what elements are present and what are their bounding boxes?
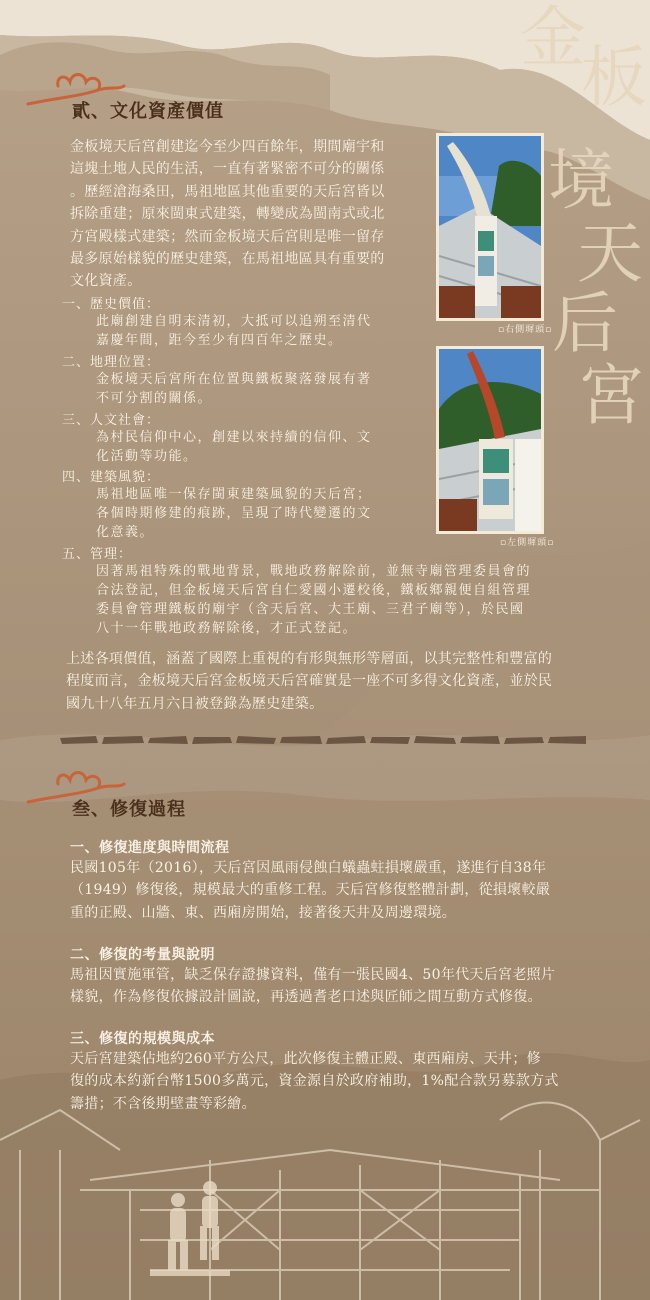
text-line: 委員會管理鐵板的廟宇（含天后宮、大王廟、三君子廟等），於民國 [96, 602, 525, 617]
subsection-heading: 一、修復進度與時間流程 [70, 840, 230, 856]
text-line: 化活動等功能。 [96, 449, 198, 464]
subsection-heading: 三、修復的規模與成本 [70, 1031, 215, 1047]
text-line: 天后宮建築佔地約260平方公尺，此次修復主體正殿、東西廂房、天井；修 [70, 1051, 541, 1067]
subsection-body [70, 1048, 610, 1115]
value-item-body [96, 370, 372, 408]
text-line: 各個時期修建的痕跡，呈現了時代變遷的文 [96, 506, 372, 521]
value-item-heading: 三、人文社會： [62, 413, 161, 428]
value-item-heading: 一、歷史價值： [62, 297, 161, 312]
photo-left-pillar [436, 346, 544, 534]
title-char: 金 [520, 0, 586, 76]
text-line: 因著馬祖特殊的戰地背景，戰地政務解除前，並無寺廟管理委員會的 [96, 564, 532, 579]
text-line: 此廟創建自明末清初，大抵可以追朔至清代 [96, 314, 372, 329]
title-char: 板 [581, 39, 647, 116]
photo-right-pillar [436, 133, 544, 321]
title-char: 宮 [578, 357, 644, 434]
text-line: 重的正殿、山牆、東、西廂房開始，接著後天井及周邊環境。 [70, 904, 457, 921]
subsection-body [70, 857, 610, 924]
text-line: 為村民信仰中心，創建以來持續的信仰、文 [96, 430, 372, 445]
text-line: 國九十八年五月六日被登錄為歷史建築。 [66, 695, 324, 712]
text-line: 籌措；不含後期壁畫等彩繪。 [70, 1095, 256, 1112]
text-line: 嘉慶年間，距今至少有四百年之歷史。 [96, 333, 343, 348]
text-line: 不可分割的關係。 [96, 391, 213, 406]
value-item-body [96, 485, 372, 542]
value-item-heading: 二、地理位置： [62, 355, 161, 370]
subsection-body [70, 964, 610, 1009]
value-item-heading: 四、建築風貌： [62, 470, 161, 485]
text-line: 方宮殿樣式建築；然而金板境天后宮則是唯一留存 [70, 228, 385, 245]
text-line: 這塊土地人民的生活，一直有著緊密不可分的關係 [70, 161, 385, 178]
temple-roof-image [439, 349, 541, 531]
text-line: 最多原始樣貌的歷史建築，在馬祖地區具有重要的 [70, 251, 385, 268]
text-line: 化意義。 [96, 525, 155, 540]
temple-roof-image [439, 136, 541, 318]
subsection-heading: 二、修復的考量與說明 [70, 947, 215, 963]
photo-caption: ▫右側墀頭▫ [498, 325, 553, 335]
summary-paragraph [66, 648, 596, 715]
section-heading: 叁、修復過程 [72, 799, 186, 820]
section-heading: 貳、文化資產價值 [72, 101, 224, 122]
title-char: 天 [577, 215, 643, 292]
text-line: 文化資產。 [70, 273, 142, 290]
intro-paragraph [70, 136, 420, 293]
text-line: 復的成本約新台幣1500多萬元，資金源自於政府補助，1%配合款另募款方式 [70, 1073, 559, 1090]
value-item-body [96, 312, 372, 350]
text-line: 金板境天后宮所在位置與鐵板聚落發展有著 [96, 372, 372, 387]
text-line: 馬祖因實施軍管，缺乏保存證據資料，僅有一張民國4、50年代天后宮老照片 [70, 967, 556, 983]
text-line: 上述各項價值，涵蓋了國際上重視的有形與無形等層面，以其完整性和豐富的 [66, 651, 553, 667]
stone-divider [58, 733, 588, 747]
title-char: 境 [548, 142, 614, 219]
text-line: 馬祖地區唯一保存閩東建築風貌的天后宮； [96, 487, 372, 502]
text-line: 拆除重建；原來閩東式建築，轉變成為閩南式或北 [70, 206, 385, 223]
text-line: 程度而言，金板境天后宮金板境天后宮確實是一座不可多得文化資產，並於民 [66, 673, 553, 690]
photo-caption: ▫左側墀頭▫ [500, 538, 555, 548]
text-line: 合法登記，但金板境天后宮自仁愛國小遷校後，鐵板鄉親便自組管理 [96, 583, 532, 598]
value-item-heading: 五、管理： [62, 547, 133, 562]
title-char: 后 [552, 285, 618, 362]
text-line: 。歷經滄海桑田，馬祖地區其他重要的天后宮皆以 [70, 183, 385, 200]
value-item-body [96, 428, 372, 466]
value-item-body [96, 562, 531, 638]
text-line: 樣貌，作為修復依據設計圖說，再透過耆老口述與匠師之間互動方式修復。 [70, 989, 542, 1006]
text-line: （1949）修復後，規模最大的重修工程。天后宮修復整體計劃，從損壞較嚴 [70, 882, 551, 899]
text-line: 民國105年（2016），天后宮因風雨侵蝕白蟻蟲蛀損壞嚴重，遂進行自38年 [70, 860, 547, 876]
text-line: 八十一年戰地政務解除後，才正式登記。 [96, 621, 358, 636]
text-line: 金板境天后宮創建迄今至少四百餘年，期間廟宇和 [70, 139, 385, 155]
